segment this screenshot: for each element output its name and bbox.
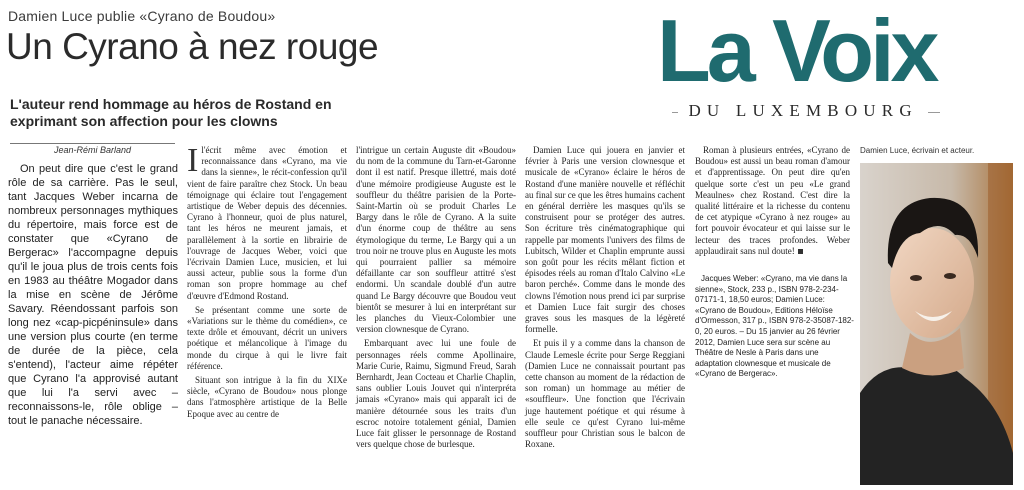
column-4 (695, 145, 850, 260)
end-mark (798, 249, 803, 254)
masthead-rule-left (672, 112, 678, 113)
book-credits (695, 274, 855, 380)
column-1-paragraph-1: Il'écrit même avec émotion et reconnaissance dans «Cyrano, ma vie dans la sienne», le récit-confession qu'il vient de faire paraître chez Stock. Un beau témoignage qui éclaire tout l'engagement artistique de Weber depuis des décennies. Cyrano à l'honneur, quoi de plus naturel, tant les héros ne meurent jamais, et parallèlement à la sortie en librairie de l'ouvrage de Jacques Weber, voici que l'écrivain Damien Luce, musicien, et lui aussi acteur, publie sous la forme d'un roman son propre hommage au chef d'œuvre d'Edmond Rostand. (187, 142, 347, 301)
photo-caption: Damien Luce, écrivain et acteur. (860, 146, 975, 155)
article-kicker: Damien Luce publie «Cyrano de Boudou» (8, 8, 276, 24)
column-2-paragraph-1: l'intrigue un certain Auguste dit «Boudou» du nom de la commune du Tarn-et-Garonne dont il est natif. Presque illettré, mais doté d'une mémoire prodigieuse Auguste est le souffleur du théâtre parisien de la Porte-Saint-Martin où se produit Charles Le Bargy dans le rôle de Cyrano. A la suite d'un énorme coup de théâtre au sens étymologique du terme, Le Bargy qui a un trou noir ne trouve plus en Auguste les mots qui pourraient pallier sa mémoire défaillante car son souffleur attitré s'est endormi. Un scandale doublé d'un autre quand Le Bargy découvre que Boudou veut bientôt se mesurer à lui en interprétant sur les planches du Vieux-Colombier une version clownesque de Cyrano. (356, 145, 516, 335)
article-subhead: L'auteur rend hommage au héros de Rostand en exprimant son affection pour les clowns (10, 96, 332, 129)
chapeau (8, 162, 178, 428)
author-photo (860, 163, 1013, 485)
credits-text: Jacques Weber: «Cyrano, ma vie dans la sienne», Stock, 233 p., ISBN 978-2-234-07171-1, 18,50 euros; Damien Luce: «Cyrano de Boudou», Editions Héloïse d'Ormesson, 317 p., ISBN 978-2-35087-182-0, 20 euros. – Du 15 janvier au 26 février 2012, Damien Luce sera sur scène au Théâtre de Nesle à Paris dans une adaptation clownesque et musicale de «Cyrano de Bergerac». (695, 274, 854, 379)
masthead-title: La Voix (657, 1, 936, 100)
drop-cap: I (187, 142, 199, 179)
byline: Jean-Rémi Barland (53, 145, 132, 155)
column-2-paragraph-2: Embarquant avec lui une foule de personnages réels comme Apollinaire, Marie Curie, Raimu, Sigmund Freud, Sarah Bernhardt, Jean Cocteau et Charlie Chaplin, sans oublier Louis Jouvet qui n'interpréta jamais «Cyrano» mais qui apparaît ici de manière détournée sous les traits d'un escroc notoire totalement génial, Damien Luce fait glisser le personnage de Rostand vers quelque chose de burlesque. (356, 338, 516, 450)
article-headline: Un Cyrano à nez rouge (6, 26, 379, 67)
column-3-paragraph-2: Et puis il y a comme dans la chanson de Claude Lemesle écrite pour Serge Reggiani (Damien Luce ne connaissait pourtant pas cette chanson au moment de la rédaction de son roman) un hommage au métier de «souffleur». Une fonction que l'écrivain juge hautement poétique et qui résume à elle seule ce qu'est Cyrano lui-même souffleur pour Christian sous le balcon de Roxane. (525, 338, 685, 450)
column-4-paragraph-1: Roman à plusieurs entrées, «Cyrano de Boudou» est aussi un beau roman d'amour et d'apprentissage. On peut dire qu'en quelque sorte c'est un peu «Le grand Meaulnes» chez Rostand. C'est dire la qualité littéraire et la richesse du contenu de cet atypique «Cyrano à nez rouge» au fort pouvoir évocateur et qui laisse sur le lecteur des traces profondes. Weber applaudirait sans nul doute! (695, 145, 850, 256)
column-3-paragraph-1: Damien Luce qui jouera en janvier et février à Paris une version clownesque et musicale de «Cyrano» éclaire le héros de Rostand d'une manière nouvelle et réfléchit au final sur ce que les êtres humains cachent en général derrière les masques qu'ils se construisent pour se protéger des autres. Son écriture très cinématographique qui rappelle par moments l'univers des films de Lubitsch, Wilder et Chaplin emprunte aussi son goût pour les récits mêlant fiction et épisodes réels au roman d'Italo Calvino «Le baron perché». Comme dans le monde des clowns l'émotion nous prend ici par surprise et Damien Luce fait surgir des choses graves sous les masques de la légèreté formelle. (525, 145, 685, 335)
chapeau-text: On peut dire que c'est le grand rôle de sa carrière. Pas le seul, tant Jacques Weber incarna de nombreux personnages mythiques du répertoire, mais force est de constater que «Cyrano de Bergerac» l'accompagne depuis qu'il le joua plus de trois cents fois en 1983 au théâtre Mogador dans la mise en scène de Jérôme Savary. Réendossant parfois son long nez «cap-picpéninsule» dans une version plus courte (en terme de durée de la pièce, cela s'entend), l'acteur aime répéter que Cyrano l'a approvisé autant que lui l'a servi avec – reconnaissons-le, rôle oblige – tout le panache nécessaire. (8, 163, 178, 427)
column-1-paragraph-2: Se présentant comme une sorte de «Variations sur le thème du comédien», ce texte drôle et émouvant, décrit un univers poétique et mélancolique à l'image du monde du cirque à qui le livre fait référence. (187, 304, 347, 371)
masthead-subtitle-text: DU LUXEMBOURG (688, 101, 918, 120)
column-3 (525, 145, 685, 453)
byline-rule (10, 143, 175, 144)
masthead-rule-right (928, 112, 940, 113)
column-2 (356, 145, 516, 453)
masthead-subtitle (672, 101, 1008, 121)
column-1-paragraph-3: Situant son intrigue à la fin du XIXe siècle, «Cyrano de Boudou» nous plonge dans l'atmosphère artistique de la Belle Epoque avec au centre de (187, 375, 347, 419)
column-1 (187, 142, 347, 423)
